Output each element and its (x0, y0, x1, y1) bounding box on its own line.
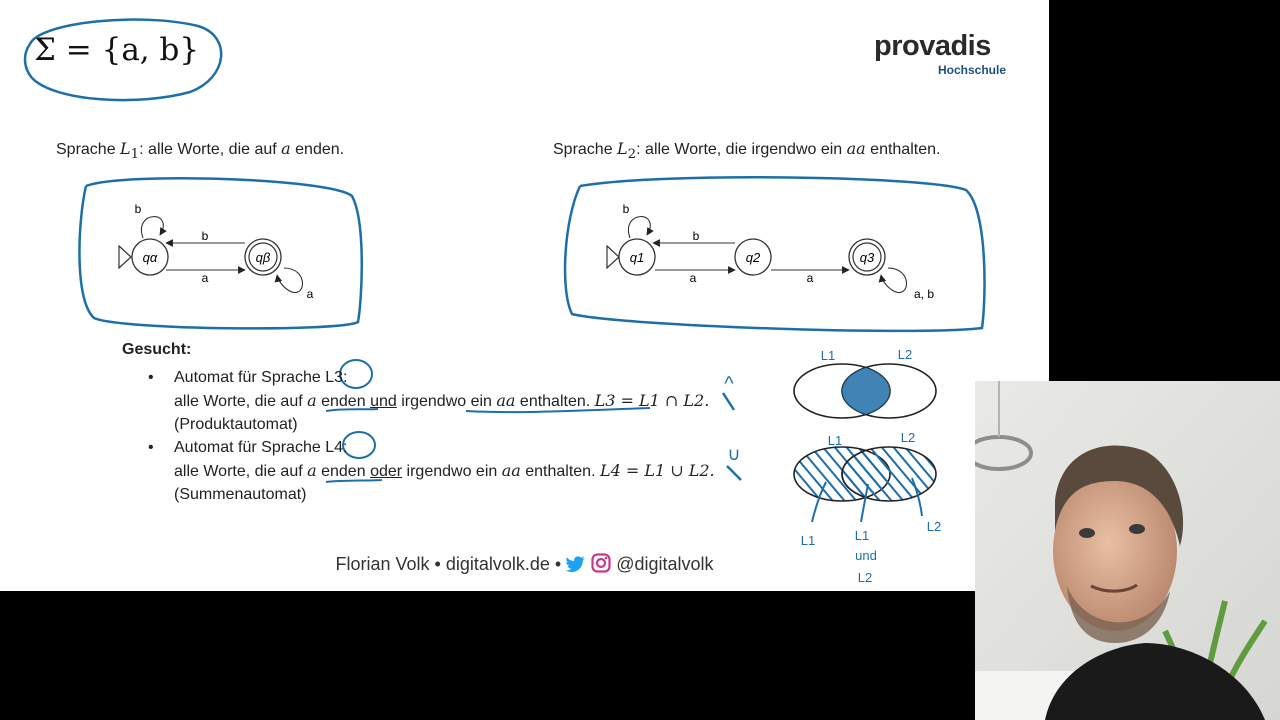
l4-formula: L4 = L1 ∪ L2. (599, 461, 715, 480)
alphabet-formula: Σ = {a, b} (34, 32, 200, 68)
l2-state-label: q1 (629, 250, 645, 265)
footer: Florian Volk • digitalvolk.de • @digitalvolk (0, 553, 1049, 578)
venn-union (794, 447, 936, 501)
logo-word: provadis (874, 30, 991, 62)
task-item-l4: • Automat für Sprache L4: alle Worte, die auf a enden oder irgendwo ein aa enthalten. L4 = L1 ∪ L2. (Summenautomat) (148, 439, 715, 503)
arrow-label: L2 (926, 519, 942, 534)
l2-edge-label: a (806, 271, 814, 285)
l2-edge-label: b (692, 229, 700, 243)
l1-edge-label: b (134, 202, 142, 216)
cap-ink-strike (723, 393, 734, 410)
venn-label: L1 (820, 348, 836, 363)
start-arrow (119, 246, 131, 268)
arrow-label: und (855, 548, 877, 563)
sigma-ink-ellipse (25, 20, 221, 101)
l1-state-label: qβ (255, 250, 271, 265)
conj-oder: oder (370, 463, 403, 480)
l1-edge-label: a (201, 271, 209, 285)
l2-name: $L_2$ (617, 139, 637, 163)
footer-author: Florian Volk (335, 554, 430, 574)
l1-name: $L_1$ (120, 139, 140, 163)
conj-und: und (370, 393, 397, 410)
cup-ink-strike (727, 466, 741, 480)
task-item-l3: • Automat für Sprache L3: alle Worte, die auf a enden und irgendwo ein aa enthalten. L3 = L1 ∩ L2. (Produktautomat) (148, 369, 710, 433)
venn-label: L2 (900, 430, 916, 445)
logo-subtitle: Hochschule (937, 63, 1006, 77)
cup-mark: ∪ (727, 444, 741, 464)
instagram-icon[interactable] (591, 553, 611, 578)
arrow-label: L1 (854, 528, 870, 543)
gesucht-heading: Gesucht: (122, 341, 192, 358)
heading-l2: Sprache $L_2$: alle Worte, die irgendwo ein aa enthalten. (553, 139, 941, 163)
l2-edge-label: a, b (913, 287, 935, 301)
footer-handle[interactable]: @digitalvolk (616, 554, 714, 574)
venn-label: L2 (897, 347, 913, 362)
l1-state-label: qα (142, 250, 158, 265)
l1-edge-label: b (201, 229, 209, 243)
webcam-video (975, 381, 1280, 720)
start-arrow (607, 246, 619, 268)
l2-state-label: q3 (859, 250, 875, 265)
l3-formula: L3 = L1 ∩ L2. (594, 391, 710, 410)
l2-edge-label: b (622, 202, 630, 216)
l2-state-label: q2 (745, 250, 761, 265)
arrow-label: L2 (857, 570, 873, 585)
twitter-icon[interactable] (566, 555, 586, 578)
webcam-scene (975, 381, 1280, 720)
venn-label: L1 (827, 433, 843, 448)
l2-edge-label: a (689, 271, 697, 285)
footer-site[interactable]: digitalvolk.de (445, 554, 550, 574)
heading-l1: Sprache $L_1$: alle Worte, die auf a enden. (56, 139, 345, 163)
arrow-label: L1 (800, 533, 816, 548)
l1-edge-label: a (306, 287, 314, 301)
cap-mark: ^ (724, 373, 734, 395)
venn-intersection (794, 364, 936, 418)
